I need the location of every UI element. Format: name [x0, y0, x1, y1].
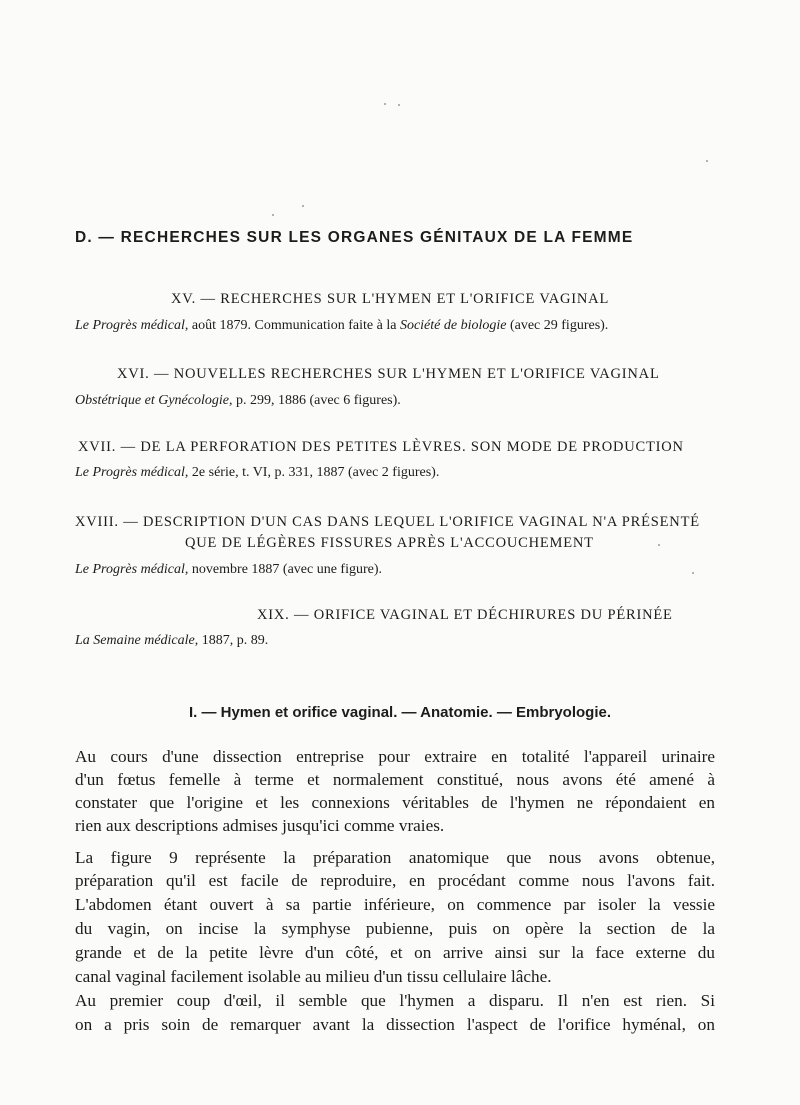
scan-speck [692, 572, 694, 574]
scan-speck [302, 205, 304, 207]
citation-text: (avec 29 figures). [506, 318, 609, 333]
body-line: d'un fœtus femelle à terme et normalement constitué, nous avons été amené à [75, 770, 715, 789]
entry-title-xviii: XVIII. — DESCRIPTION D'UN CAS DANS LEQUEL L'ORIFICE VAGINAL N'A PRÉSENTÉ [75, 514, 700, 530]
body-line: on a pris soin de remarquer avant la dissection l'aspect de l'orifice hyménal, on [75, 1015, 715, 1034]
citation-text: , 1887, p. 89. [194, 633, 269, 648]
chapter-title: I. — Hymen et orifice vaginal. — Anatomie. — Embryologie. [188, 704, 612, 721]
entry-title-xviii-continued: QUE DE LÉGÈRES FISSURES APRÈS L'ACCOUCHEMENT [185, 535, 594, 551]
scan-speck [272, 214, 274, 216]
scan-speck [398, 104, 400, 106]
entry-title-xvi: XVI. — NOUVELLES RECHERCHES SUR L'HYMEN ET L'ORIFICE VAGINAL [117, 366, 660, 382]
entry-citation-xvi [75, 393, 401, 409]
body-line: rien aux descriptions admises jusqu'ici comme vraies. [75, 816, 445, 835]
journal-name: Obstétrique et Gynécologie [75, 393, 229, 408]
body-line: Au premier coup d'œil, il semble que l'hymen a disparu. Il n'en est rien. Si [75, 991, 715, 1010]
body-line: constater que l'origine et les connexions véritables de l'hymen ne répondaient en [75, 793, 715, 812]
body-line: du vagin, on incise la symphyse pubienne, puis on opère la section de la [75, 919, 715, 938]
body-line: La figure 9 représente la préparation anatomique que nous avons obtenue, [75, 848, 715, 867]
journal-name: Le Progrès médical [75, 562, 185, 577]
scan-speck [658, 544, 660, 546]
entry-citation-xix [75, 633, 268, 649]
citation-text: , 2e série, t. VI, p. 331, 1887 (avec 2 figures). [184, 465, 440, 480]
journal-name: La Semaine médicale [75, 633, 195, 648]
body-line: grande et de la petite lèvre d'un côté, et on arrive ainsi sur la face externe du [75, 943, 715, 962]
scan-speck [706, 160, 708, 162]
citation-text: , novembre 1887 (avec une figure). [184, 562, 383, 577]
citation-text: , p. 299, 1886 (avec 6 figures). [228, 393, 401, 408]
body-line: préparation qu'il est facile de reproduire, en procédant comme nous l'avons fait. [75, 871, 715, 890]
body-line: canal vaginal facilement isolable au milieu d'un tissu cellulaire lâche. [75, 967, 552, 986]
section-title: D. — RECHERCHES SUR LES ORGANES GÉNITAUX DE LA FEMME [75, 229, 634, 246]
entry-title-xv: XV. — RECHERCHES SUR L'HYMEN ET L'ORIFICE VAGINAL [171, 291, 610, 307]
citation-text: , août 1879. Communication faite à la [184, 318, 400, 333]
journal-name: Le Progrès médical [75, 465, 185, 480]
scan-speck [384, 103, 386, 105]
entry-citation-xviii [75, 562, 382, 578]
society-name: Société de biologie [399, 318, 507, 333]
body-line: L'abdomen étant ouvert à sa partie inférieure, on commence par isoler la vessie [75, 895, 715, 914]
body-line: Au cours d'une dissection entreprise pour extraire en totalité l'appareil urinaire [75, 747, 715, 766]
entry-citation-xvii [75, 465, 439, 481]
entry-title-xix: XIX. — ORIFICE VAGINAL ET DÉCHIRURES DU PÉRINÉE [257, 607, 673, 623]
journal-name: Le Progrès médical [75, 318, 185, 333]
entry-citation-xv [75, 318, 608, 334]
entry-title-xvii: XVII. — DE LA PERFORATION DES PETITES LÈVRES. SON MODE DE PRODUCTION [78, 439, 684, 455]
